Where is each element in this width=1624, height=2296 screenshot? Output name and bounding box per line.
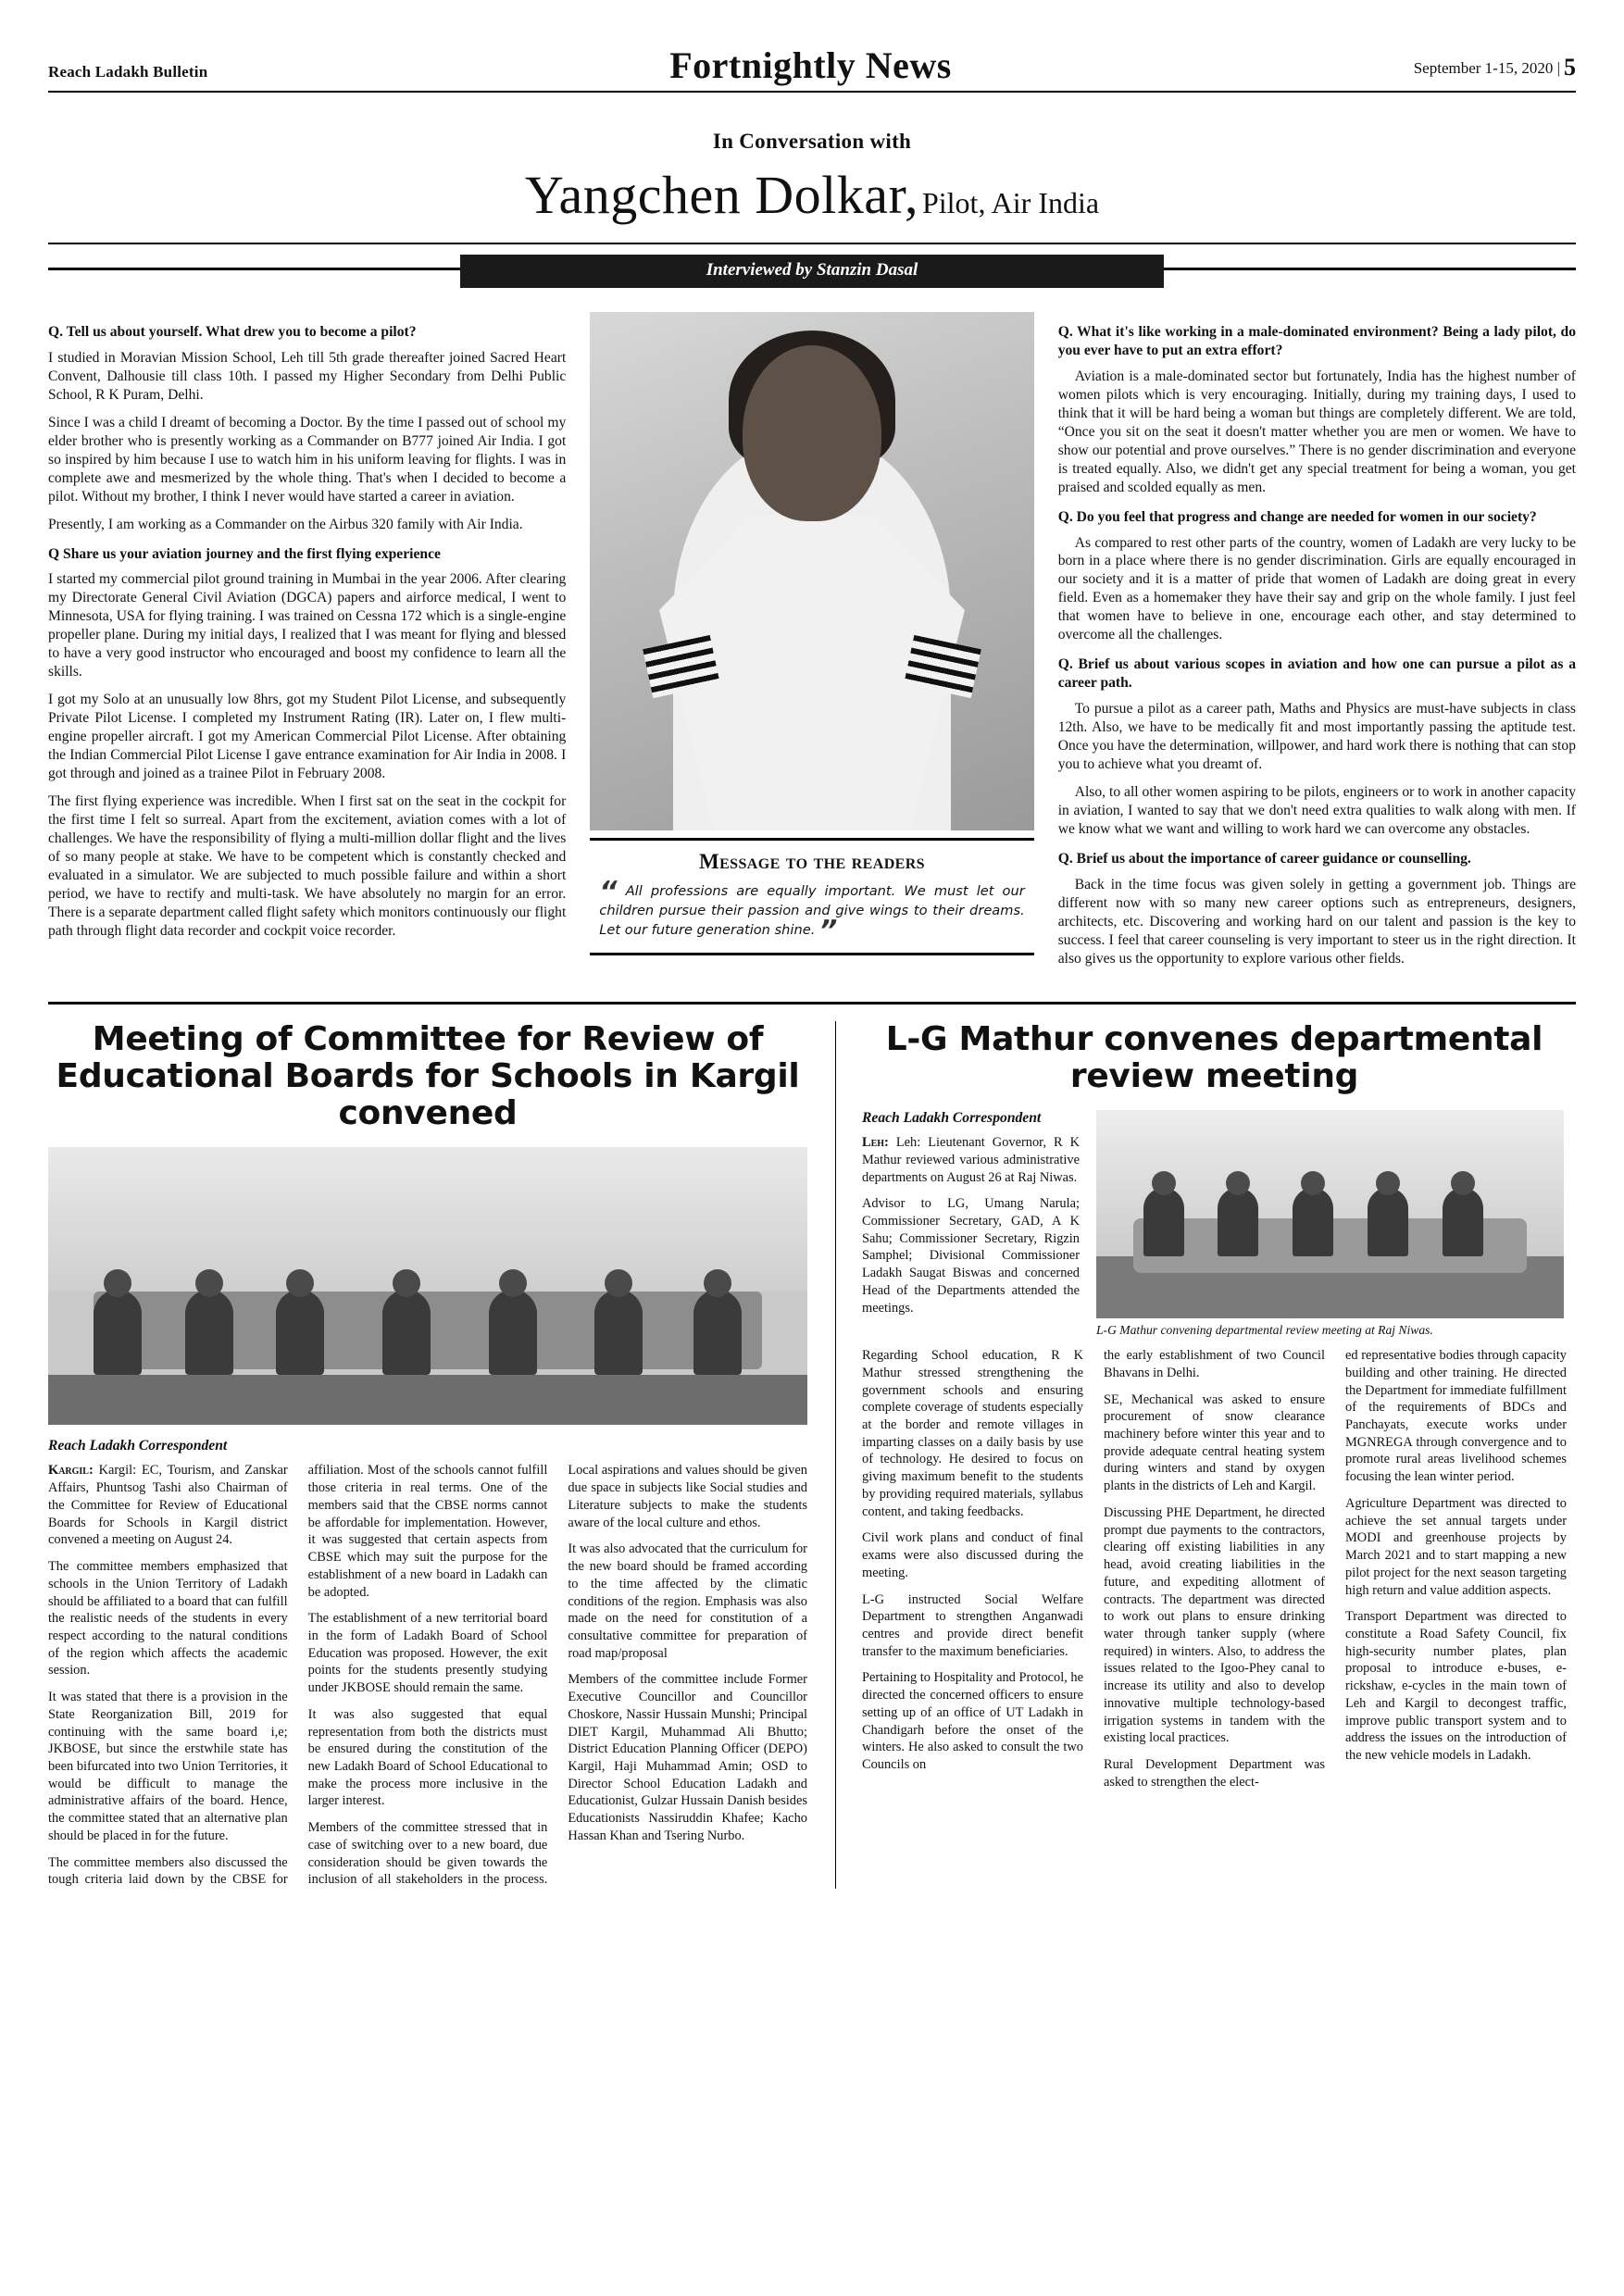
interview-question: Q. Brief us about the importance of career guidance or counselling. [1057,850,1471,867]
interviewee-role: Pilot, Air India [921,186,1100,219]
story-paragraph-text: Leh: Lieutenant Governor, R K Mathur reviewed various administrative departments on August 26 at Raj Niwas. [862,1135,1081,1185]
story-intro-column [862,1110,1080,1347]
story-kargil-education-board [48,1021,807,1889]
interview-center-column [590,312,1033,978]
message-to-readers-box [590,838,1033,955]
interview-right-column [1058,312,1576,978]
interview-question: Q. Brief us about various scopes in aviation and how one can pursue a pilot as a career path. [1057,656,1576,692]
story-paragraph: Discussing PHE Department, he directed prompt due payments to the contractors, clearing off existing liabilities in any head, avoid creating liabilities in the future, and expediting allotment of contracts. The department was directed to work out plans to ensure drinking water through tanker supply (where required) in winters. Also, to address the issues related to the Igoo-Phey canal to increase its utility and also to develop innovative multiple technology-based irrigation systems in tandem with the existing local practices. [1104,1504,1325,1746]
interview-answer: Aviation is a male-dominated sector but fortunately, India has the highest number of women pilots which is very encouraging. Initially, during my training days, I used to think that it will be hard being a woman but things are completely different. We are told, “Once you sit on the seat it doesn't matter whether you are men or women. We have to show our potential and prove ourselves.” There is no gender discrimination and everyone is treated equally. Also, we didn't get any special treatment for being a woman, you get praised and scolded equally as men. [1057,368,1576,495]
message-box-quote [595,876,1028,948]
interview-answer: I got my Solo at an unusually low 8hrs, got my Student Pilot License, and subsequently Private Pilot License. I completed my Instrument Rating (IR). Later on, I flew multi-engine propeller aircraft. I got my American Commercial Pilot License. After obtaining the Indian Commercial Pilot License I gave entrance examination for Air India in 2008. I got through and joined as a trainee Pilot in February 2008. [48,692,567,782]
story-body [862,1347,1567,1791]
masthead-date-text: September 1-15, 2020 | [1413,59,1560,77]
interview-left-column [48,312,566,978]
byline-rule [48,243,1576,288]
story-paragraph [862,1134,1080,1186]
story-body [48,1462,807,1889]
story-correspondent: Reach Ladakh Correspondent [862,1110,1042,1127]
story-paragraph: Agriculture Department was directed to achieve the set annual targets under MODI and greenhouse projects by March 2021 and to start mapping a new pilot project for the next season targeting high return and value addition aspects. [1345,1495,1567,1598]
story-paragraph: The establishment of a new territorial board in the form of Ladakh Board of School Education was proposed. However, the exit points for the students presently studying under JKBOSE should remain the same. [307,1611,548,1696]
story-paragraph-text: Kargil: EC, Tourism, and Zanskar Affairs, Phuntsog Tashi also Chairman of the Committee for Review of Educational Boards for Schools in Kargil district convened a meeting on August 24. [48,1463,288,1548]
lower-stories [48,1002,1576,1889]
masthead-publication: Reach Ladakh Bulletin [48,63,208,81]
interview-answer: I started my commercial pilot ground training in Mumbai in the year 2006. After clearing my Directorate General Civil Aviation (DGCA) papers and airforce medical, I went to Minnesota, USA for flying training. I was trained on Cessna 172 which is a single-engine propeller plane. During my initial days, I realized that I was meant for flying and blessed to have a very good instructor who encouraged and boost my confidence to learn all the skills. [48,571,567,680]
interview-answer: As compared to rest other parts of the country, women of Ladakh are very lucky to be born in a place where there is no gender discrimination. Girls are equally encouraged in our society and it is a matter of pride that women of Ladakh are doing great in every field. Even as a homemaker they have their say and grip on the whole family. I just feel that women have to believe in one, encourage each other, and stay determined to overcome all the challenges. [1057,534,1576,643]
interview-answer: Also, to all other women aspiring to be pilots, engineers or to work in another capacity in aviation, I wanted to say that we don't need extra qualities to walk along with men. If we know what we want and willing to work hard we can overcome any obstacles. [1057,783,1576,837]
story-paragraph: It was also advocated that the curriculum for the new board should be framed according to the time affected by the climatic conditions of the region. Emphasis was also made on the need for constitution of a consultative committee for preparation of road map/proposal [568,1541,807,1661]
story-photo [48,1147,807,1425]
masthead-date [1414,54,1576,81]
message-box-title: Message to the readers [699,850,925,873]
story-lg-review-meeting [835,1021,1567,1889]
story-paragraph: SE, Mechanical was asked to ensure procurement of snow clearance machinery before winter this year and to provide adequate central heating system during winters and stand by oxygen plants in the districts of Leh and Kargil. [1104,1391,1325,1494]
interview-answer: I studied in Moravian Mission School, Leh till 5th grade thereafter joined Sacred Heart Convent, Dalhousie till class 10th. I passed my Higher Secondary from Delhi Public School, R K Puram, Delhi. [48,349,567,403]
interview-question: Q. Tell us about yourself. What drew you to become a pilot? [48,324,417,340]
story-photo-caption: L-G Mathur convening departmental review meeting at Raj Niwas. [1096,1323,1433,1338]
story-headline: L-G Mathur convenes departmental review meeting [885,1019,1543,1095]
story-paragraph: Advisor to LG, Umang Narula; Commissioner Secretary, GAD, A K Sahu; Commissioner Secretary, Rigzin Samphel; Divisional Commissioner Ladakh Saugat Biswas and concerned Head of the Departments attended the meetings. [862,1196,1080,1316]
interview-answer: The first flying experience was incredible. When I first sat on the seat in the cockpit for the first time I felt so surreal. Apart from the excitement, aviation comes with a lot of challenges. We have the responsibility of flying a multi-million dollar flight and the lives of so many people at stake. We have to be competent which is constantly checked and evaluated in a simulator. We are subjected to much possible failure and within a short period, we have to rectify and multi-task. We have absolutely no margin for an error. There is a separate department called flight safety which monitors continuously our flight path through flight data recorder and cockpit voice recorder. [48,792,567,939]
story-paragraph: the early establishment of two Council Bhavans in Delhi. [1104,1348,1325,1380]
story-paragraph: Rural Development Department was asked to strengthen the elect- [1104,1756,1325,1790]
story-headline: Meeting of Committee for Review of Educational Boards for Schools in Kargil convened [56,1019,800,1133]
masthead [48,44,1576,93]
story-photo-wrap [1096,1110,1564,1347]
quote-close-icon: ” [818,915,838,948]
story-paragraph: The committee members emphasized that schools in the Union Territory of Ladakh should be affiliated to a board that can fulfill the realistic needs of the students in every respect according to the natural conditions of the region which affects the academic session. [48,1559,288,1678]
story-paragraph: Civil work plans and conduct of final exams were also discussed during the meeting. [862,1530,1083,1580]
message-box-quote-text: All professions are equally important. We must let our children pursue their passion and give wings to their dreams. Let our future generation shine. [599,883,1025,939]
story-paragraph: It was also suggested that equal representation from both the districts must be ensured during the constitution of the new Ladakh Board of School Educational to make the process more inclusive in the larger interest. [307,1706,548,1809]
interview-question: Q Share us your aviation journey and the first flying experience [48,545,441,562]
interviewee-photo [590,312,1033,830]
interview-answer: To pursue a pilot as a career path, Maths and Physics are must-have subjects in class 12th. Also, we have to be medically fit and most importantly passing the aptitude test. Once you have the determination, willpower, and hard work there is nothing that can stop you to achieve what you dreamt of. [1057,701,1576,773]
quote-open-icon: “ [599,876,618,908]
story-paragraph: The committee members also discussed the tough criteria laid down by the CBSE for affiliation. Most of the schools cannot fulfill those criteria in real terms. One of the members said that the CBSE norms cannot be affordable for implementation. However, it was suggested that certain aspects from CBSE which may suit the purpose for the establishment of a new board in Ladakh can be adopted. [48,1463,548,1888]
interview-answer: Presently, I am working as a Commander on the Airbus 320 family with Air India. [48,516,523,532]
interviewee-name: Yangchen Dolkar, [524,165,918,225]
dateline: Leh: [862,1135,889,1151]
interview-eyebrow: In Conversation with [712,130,912,153]
interview-answer: Since I was a child I dreamt of becoming a Doctor. By the time I passed out of school my elder brother who is presently working as a Commander on B777 joined Air India. I got so inspired by him because I use to watch him in his uniform leaving for flights. I was in complete awe and mesmerized by the whole thing. That's when I decided to become a pilot. Without my brother, I think I never would have started a career in aviation. [48,414,567,505]
story-photo [1096,1110,1564,1318]
story-paragraph [48,1462,288,1549]
story-paragraph: Pertaining to Hospitality and Protocol, he directed the concerned officers to ensure setting up of an office of UT Ladakh in Chandigarh before the onset of the winters. He also asked to consult the two Councils on [862,1670,1084,1772]
interview-question: Q. Do you feel that progress and change are needed for women in our society? [1057,508,1537,525]
interview-answer: Back in the time focus was given solely in getting a government job. Things are different now with so many new career options such as entrepreneurs, designers, architects, etc. Discovering and working hard on our talent and passion is the key to success. I feel that career counseling is very important to steer us in the right direction. It also gives us the opportunity to explore various other fields. [1057,876,1576,967]
interview-body [48,312,1576,978]
interview-question: Q. What it's like working in a male-dominated environment? Being a lady pilot, do you ever have to put an extra effort? [1057,324,1576,358]
interview-byline: Interviewed by Stanzin Dasal [460,255,1164,288]
interview-headline [48,165,1576,225]
story-paragraph: Regarding School education, R K Mathur stressed strengthening the government schools and ensuring complete coverage of students especially at the border and remote villages in imparting classes on a daily basis by use of technology. He desired to focus on giving maximum benefit to the students by providing required materials, syllabus content, and taking feedbacks. [862,1348,1083,1519]
rule-left [48,268,460,270]
story-paragraph: L-G instructed Social Welfare Department to strengthen Anganwadi centres and provide direct benefit transfer to the maximum beneficiaries. [862,1591,1083,1659]
story-correspondent: Reach Ladakh Correspondent [48,1438,228,1454]
story-paragraph: Transport Department was directed to constitute a Road Safety Council, fix high-security number plates, plan proposal to introduce e-buses, e-rickshaw, e-cycles in the main town of Leh and Kargil to decongest traffic, improve public transport system and to address the issues on the introduction of the new vehicle models in Ladakh. [1345,1609,1567,1763]
dateline: Kargil: [48,1463,94,1479]
story-paragraph: ed representative bodies through capacity building and other training. He directed the Department for immediate fulfillment of the requirements of BDCs and Panchayats, execute works under MGNREGA through convergence and to promote rural areas livelihood schemes focusing the lean winter period. [1345,1348,1567,1485]
story-paragraph: It was stated that there is a provision in the State Reorganization Bill, 2019 for continuing with the same board i,e; JKBOSE, but since the erstwhile state has been bifurcated into two Union Territories, it would be difficult to manage the administrative affairs of the board. Hence, the committee stated that an alternative plan should be placed in for the future. [48,1690,288,1843]
story-paragraph: Members of the committee include Former Executive Councillor and Councillor Choskore, Nassir Hussain Munshi; Principal DIET Kargil, Muhammad Ali Bhutto; District Education Planning Officer (DEPO) Kargil, Haji Muhammad Amin; OSD to Director School Education Ladakh and Educationist, Gulzar Hussain Danish besides Educationists Nassiruddin Khafee; Kacho Hassan Khan and Tsering Nurbo. [568,1672,807,1843]
page-number: 5 [1563,54,1576,81]
story-top-block [862,1110,1567,1347]
masthead-title: Fortnightly News [669,44,952,86]
story-paragraph: Members of the committee stressed that in case of switching over to a new board, due consideration should be given towards the inclusion of all stakeholders in the process. Local aspirations and values should be given due space in subjects like Social studies and Literature subjects to make the students aware of the local culture and ethos. [307,1463,807,1888]
rule-right [1164,268,1576,270]
